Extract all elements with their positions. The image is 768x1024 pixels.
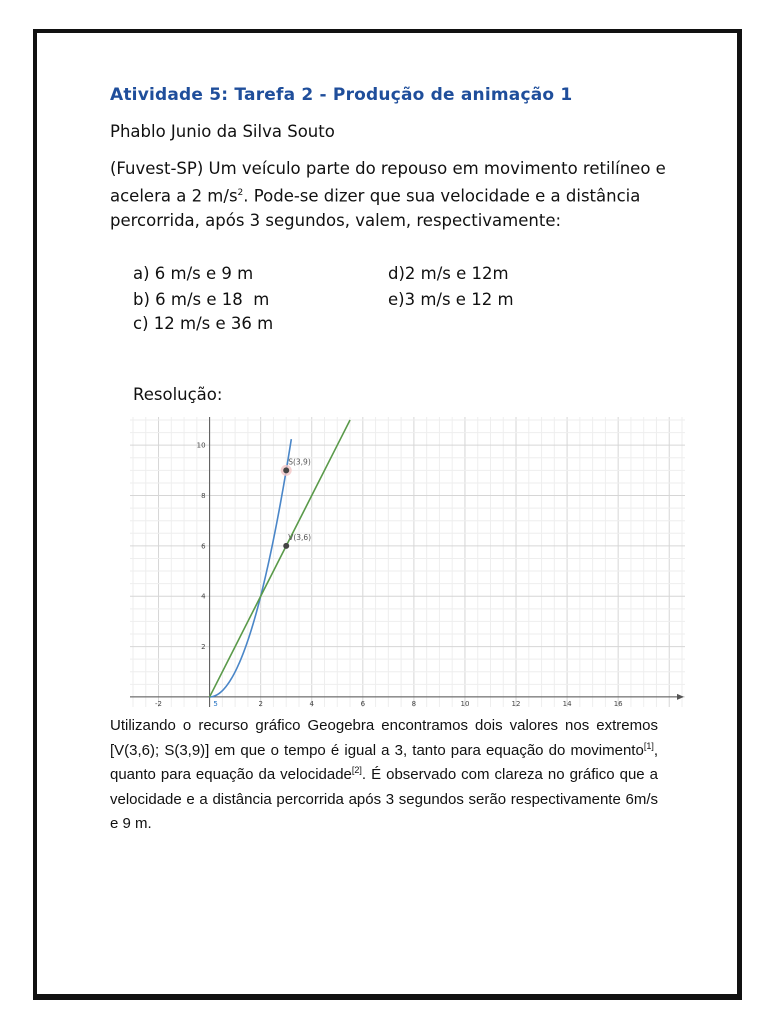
explanation-paragraph (110, 714, 658, 837)
point-v-label: V(3,6) (288, 532, 312, 542)
x-tick-label: 10 (460, 699, 470, 707)
option-d: d)2 m/s e 12m (388, 264, 509, 283)
option-b: b) 6 m/s e 18 m (133, 290, 270, 309)
resolution-label: Resolução: (133, 385, 223, 404)
y-tick-label: 8 (201, 492, 206, 501)
option-c: c) 12 m/s e 36 m (133, 314, 274, 333)
x-tick-label: 4 (309, 699, 314, 707)
y-tick-label: 10 (196, 441, 206, 450)
geogebra-graph (130, 417, 685, 707)
explanation-part-3: . É observado com clareza no gráfico que a velocidade e a distância percorrida após 3 segundos serão respectivamente 6m/s e 9 m. (110, 766, 658, 832)
question-text-end: . Pode-se dizer que sua velocidade e a distância percorrida, após 3 segundos, valem, respectivamente: (110, 186, 641, 230)
footnote-ref-1: [1] (643, 740, 654, 751)
x-tick-label: 16 (613, 699, 623, 707)
y-tick-label: 6 (201, 542, 206, 551)
x-tick-label: 2 (258, 699, 263, 707)
point-v (283, 543, 289, 549)
x-tick-label: 12 (511, 699, 521, 707)
author-name: Phablo Junio da Silva Souto (110, 122, 335, 141)
x-tick-label: 14 (562, 699, 572, 707)
y-tick-label: 4 (201, 592, 206, 601)
x-tick-label: 8 (411, 699, 417, 707)
explanation-part-2: , quanto para equação da velocidade (110, 741, 658, 783)
point-s-label: S(3,9) (288, 457, 311, 467)
chart-background (130, 417, 685, 707)
footnote-ref-2: [2] (351, 765, 362, 775)
explanation-part-1: Utilizando o recurso gráfico Geogebra encontramos dois valores nos extremos [V(3,6); S(3,9)] em que o tempo é igual a 3, tanto para equação do movimento (110, 717, 658, 759)
y-tick-label: 2 (201, 643, 206, 652)
answer-options (133, 264, 673, 344)
question-exponent: 2 (237, 188, 244, 198)
question-text-start: (Fuvest-SP) Um veículo parte do repouso em movimento retilíneo e acelera a 2 m/s (110, 159, 666, 206)
document-title: Atividade 5: Tarefa 2 - Produção de animação 1 (110, 85, 573, 105)
option-e: e)3 m/s e 12 m (388, 290, 514, 309)
question-text (110, 157, 670, 233)
x-tick-label: 6 (360, 699, 366, 707)
option-a: a) 6 m/s e 9 m (133, 264, 254, 283)
x-tick-label: -2 (155, 699, 163, 707)
point-s (283, 467, 289, 473)
origin-label: 5 (213, 699, 218, 707)
